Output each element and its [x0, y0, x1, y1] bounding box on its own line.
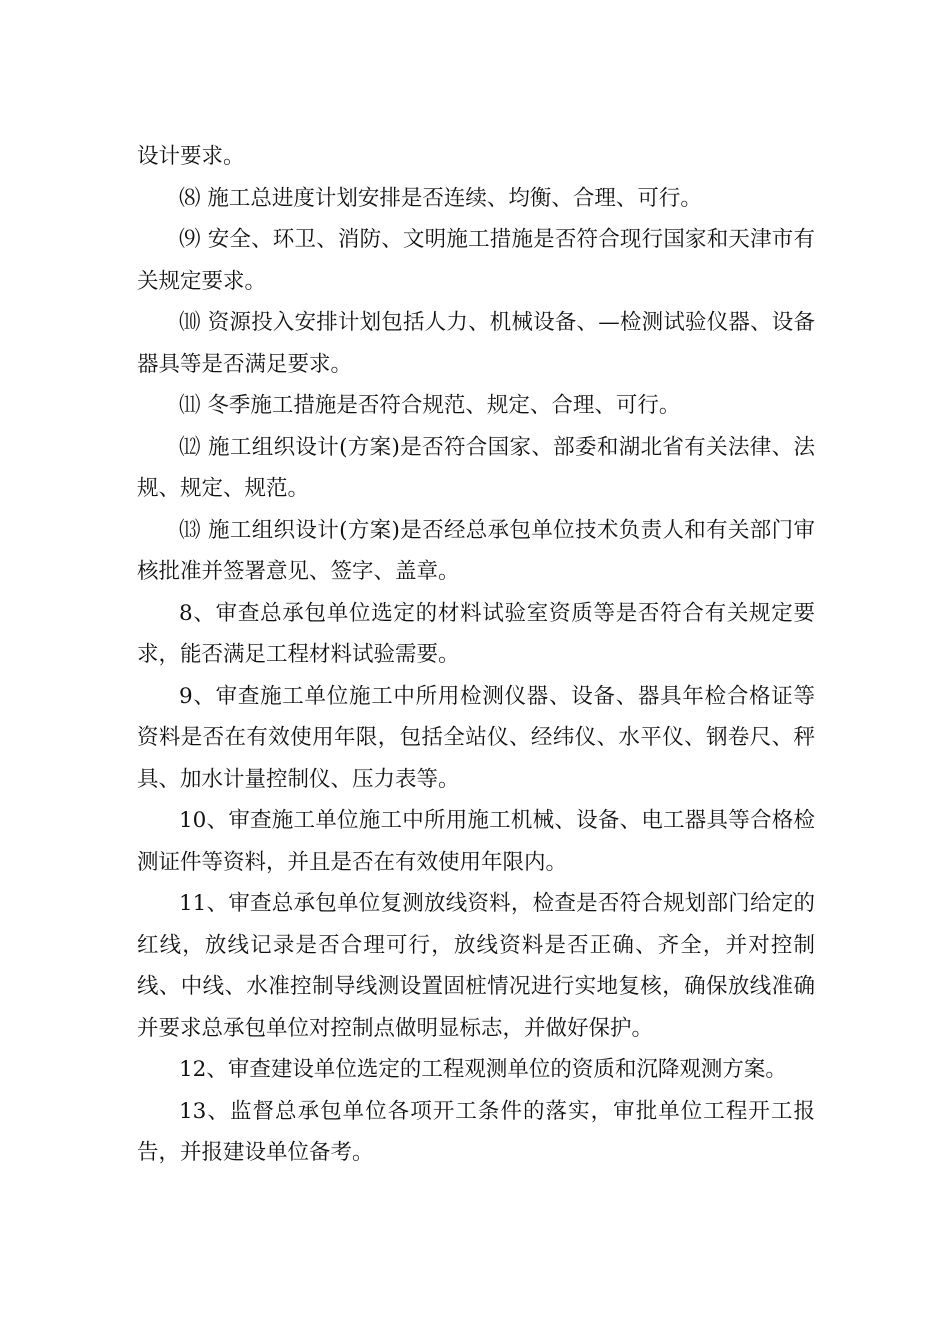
paragraph-section-12: 12、审查建设单位选定的工程观测单位的资质和沉降观测方案。	[179, 1057, 787, 1082]
paragraph-item-13: ⒀ 施工组织设计(方案)是否经总承包单位技术负责人和有关部门审核批准并签署意见、签字、盖章。	[137, 517, 815, 584]
paragraph-item-8: ⑻ 施工总进度计划安排是否连续、均衡、合理、可行。	[179, 185, 702, 211]
paragraph-item-9: ⑼ 安全、环卫、消防、文明施工措施是否符合现行国家和天津市有关规定要求。	[137, 227, 815, 294]
paragraph-section-9: 9、审查施工单位施工中所用检测仪器、设备、器具年检合格证等资料是否在有效使用年限，包括全站仪、经纬仪、水平仪、钢卷尺、秤具、加水计量控制仪、压力表等。	[137, 683, 815, 792]
paragraph-section-8: 8、审查总承包单位选定的材料试验室资质等是否符合有关规定要求，能否满足工程材料试验需要。	[137, 600, 815, 667]
document-body	[137, 136, 815, 1174]
paragraph-item-10: ⑽ 资源投入安排计划包括人力、机械设备、—检测试验仪器、设备器具等是否满足要求。	[137, 310, 815, 377]
paragraph-section-10: 10、审查施工单位施工中所用施工机械、设备、电工器具等合格检测证件等资料，并且是否在有效使用年限内。	[137, 808, 815, 875]
paragraph-item-11: ⑾ 冬季施工措施是否符合规范、规定、合理、可行。	[179, 393, 681, 418]
paragraph-section-13: 13、监督总承包单位各项开工条件的落实，审批单位工程开工报告，并报建设单位备考。	[137, 1098, 815, 1165]
paragraph-continuation: 设计要求。	[137, 144, 245, 169]
paragraph-item-12: ⑿ 施工组织设计(方案)是否符合国家、部委和湖北省有关法律、法规、规定、规范。	[137, 434, 815, 501]
paragraph-section-11: 11、审查总承包单位复测放线资料，检查是否符合规划部门给定的红线，放线记录是否合理可行，放线资料是否正确、齐全，并对控制线、中线、水准控制导线测设置固桩情况进行实地复核，确保放线准确并要求总承包单位对控制点做明显标志，并做好保护。	[137, 891, 815, 1041]
